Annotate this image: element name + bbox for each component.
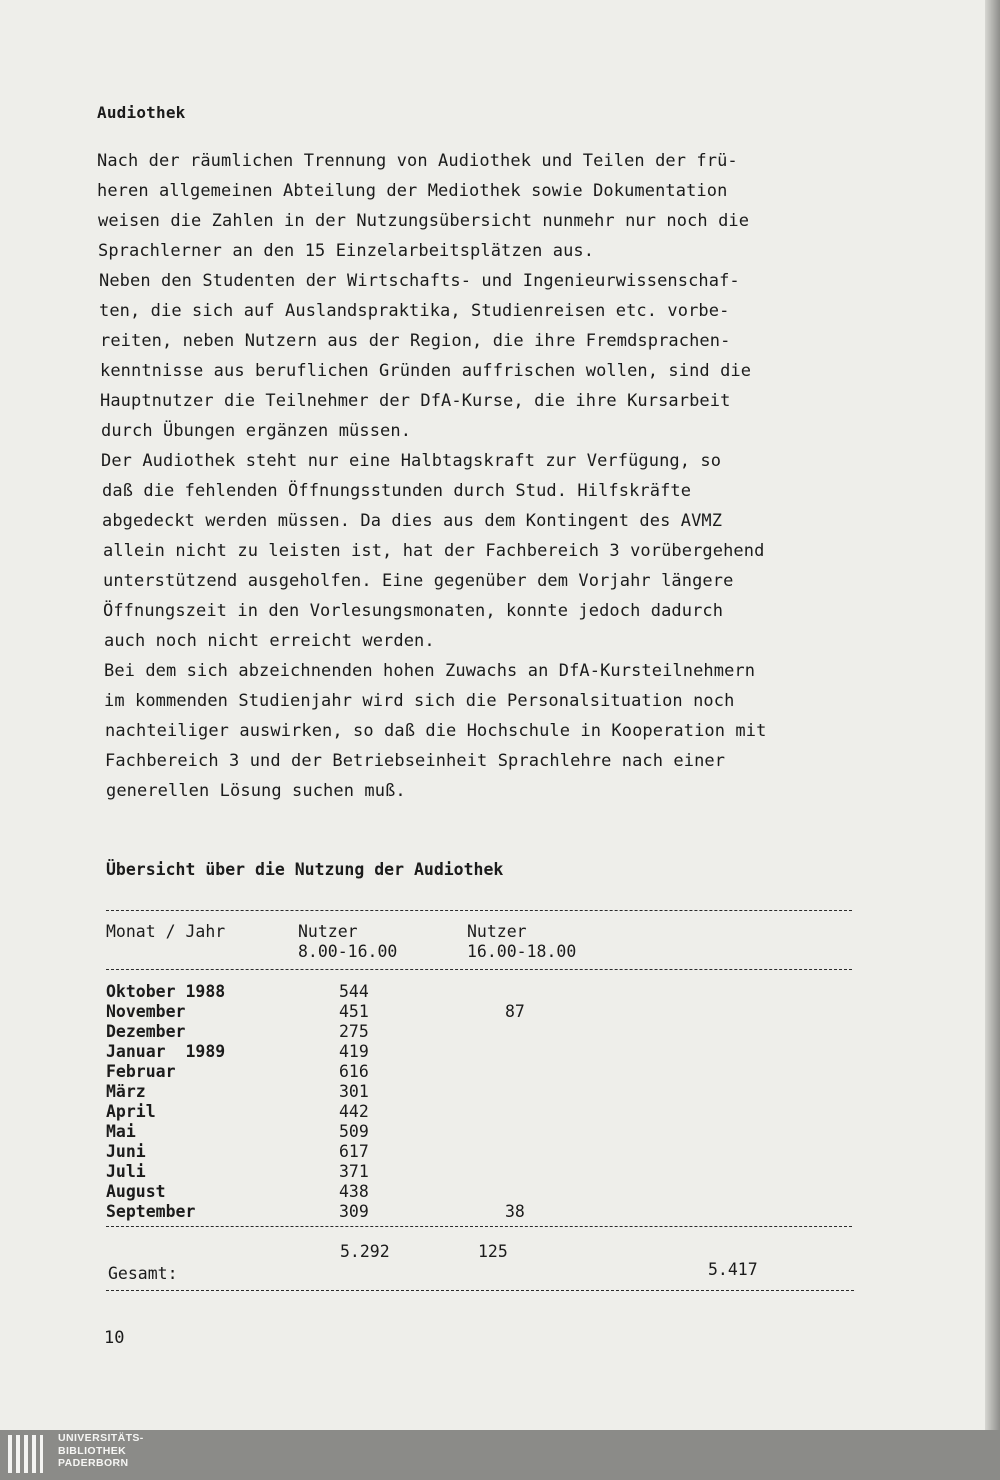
header-nutzer-evening: Nutzer (467, 922, 527, 941)
section-heading: Audiothek (97, 103, 186, 122)
table-cell-day-users: 451 (339, 1002, 369, 1021)
body-line: abgedeckt werden müssen. Da dies aus dem Kontingent des AVMZ (102, 511, 723, 531)
table-cell-day-users: 275 (339, 1022, 369, 1041)
table-cell-month: November (106, 1002, 186, 1021)
body-line: ten, die sich auf Auslandspraktika, Studienreisen etc. vorbe- (99, 301, 730, 321)
table-cell-month: Mai (106, 1122, 136, 1141)
total-label: Gesamt: (108, 1264, 178, 1283)
total-value: 5.417 (708, 1260, 758, 1279)
body-line: kenntnisse aus beruflichen Gründen auffrischen wollen, sind die (100, 361, 752, 381)
table-cell-day-users: 301 (339, 1082, 369, 1101)
table-cell-day-users: 509 (339, 1122, 369, 1141)
logo-text: UNIVERSITÄTS- BIBLIOTHEK PADERBORN (58, 1432, 144, 1469)
table-rule-header (106, 969, 852, 970)
table-cell-month: August (106, 1182, 166, 1201)
body-line: Öffnungszeit in den Vorlesungsmonaten, konnte jedoch dadurch (103, 601, 724, 621)
body-line: nachteiliger auswirken, so daß die Hochschule in Kooperation mit (105, 721, 767, 741)
table-cell-day-users: 616 (339, 1062, 369, 1081)
body-line: auch noch nicht erreicht werden. (104, 631, 435, 651)
page-edge (985, 0, 1000, 1430)
table-rule-sum (106, 1226, 852, 1227)
body-line: weisen die Zahlen in der Nutzungsübersicht nunmehr nur noch die (98, 211, 750, 231)
table-cell-month: Oktober 1988 (106, 982, 226, 1001)
table-cell-day-users: 438 (339, 1182, 369, 1201)
table-rule-bottom (106, 1290, 854, 1291)
table-cell-month: März (106, 1082, 146, 1101)
body-line: durch Übungen ergänzen müssen. (101, 421, 412, 441)
body-line: heren allgemeinen Abteilung der Mediothek sowie Dokumentation (97, 181, 728, 201)
page-number: 10 (104, 1328, 125, 1348)
table-title: Übersicht über die Nutzung der Audiothek (106, 860, 504, 879)
table-cell-month: Dezember (106, 1022, 186, 1041)
body-line: allein nicht zu leisten ist, hat der Fachbereich 3 vorübergehend (103, 541, 765, 561)
table-cell-day-users: 617 (339, 1142, 369, 1161)
sum-day: 5.292 (340, 1242, 390, 1261)
body-line: generellen Lösung suchen muß. (106, 781, 406, 801)
body-line: im kommenden Studienjahr wird sich die Personalsituation noch (104, 691, 735, 711)
body-line: Neben den Studenten der Wirtschafts- und Ingenieurwissenschaf- (99, 271, 740, 291)
table-cell-month: Juli (106, 1162, 146, 1181)
table-cell-month: Januar 1989 (106, 1042, 226, 1061)
body-line: Der Audiothek steht nur eine Halbtagskraft zur Verfügung, so (101, 451, 722, 471)
header-time-day: 8.00-16.00 (298, 942, 398, 961)
table-cell-day-users: 371 (339, 1162, 369, 1181)
library-logo (8, 1432, 188, 1478)
table-cell-evening-users: 38 (505, 1202, 525, 1221)
body-line: Fachbereich 3 und der Betriebseinheit Sprachlehre nach einer (105, 751, 726, 771)
header-time-evening: 16.00-18.00 (467, 942, 577, 961)
table-rule-top (106, 910, 852, 911)
body-line: Bei dem sich abzeichnenden hohen Zuwachs an DfA-Kursteilnehmern (104, 661, 756, 681)
body-line: unterstützend ausgeholfen. Eine gegenüber dem Vorjahr längere (103, 571, 734, 591)
body-line: daß die fehlenden Öffnungsstunden durch Stud. Hilfskräfte (102, 481, 692, 501)
sum-evening: 125 (478, 1242, 508, 1261)
table-cell-month: April (106, 1102, 156, 1121)
table-cell-evening-users: 87 (505, 1002, 525, 1021)
table-cell-day-users: 419 (339, 1042, 369, 1061)
body-line: Sprachlerner an den 15 Einzelarbeitsplätzen aus. (98, 241, 595, 261)
table-cell-month: September (106, 1202, 196, 1221)
table-cell-day-users: 309 (339, 1202, 369, 1221)
table-cell-day-users: 442 (339, 1102, 369, 1121)
body-line: reiten, neben Nutzern aus der Region, die ihre Fremdsprachen- (100, 331, 731, 351)
table-cell-day-users: 544 (339, 982, 369, 1001)
logo-bars-icon (8, 1435, 52, 1473)
table-cell-month: Juni (106, 1142, 146, 1161)
header-nutzer-day: Nutzer (298, 922, 358, 941)
table-cell-month: Februar (106, 1062, 176, 1081)
body-line: Nach der räumlichen Trennung von Audiothek und Teilen der frü- (97, 151, 738, 171)
header-month: Monat / Jahr (106, 922, 226, 941)
body-line: Hauptnutzer die Teilnehmer der DfA-Kurse, die ihre Kursarbeit (100, 391, 731, 411)
